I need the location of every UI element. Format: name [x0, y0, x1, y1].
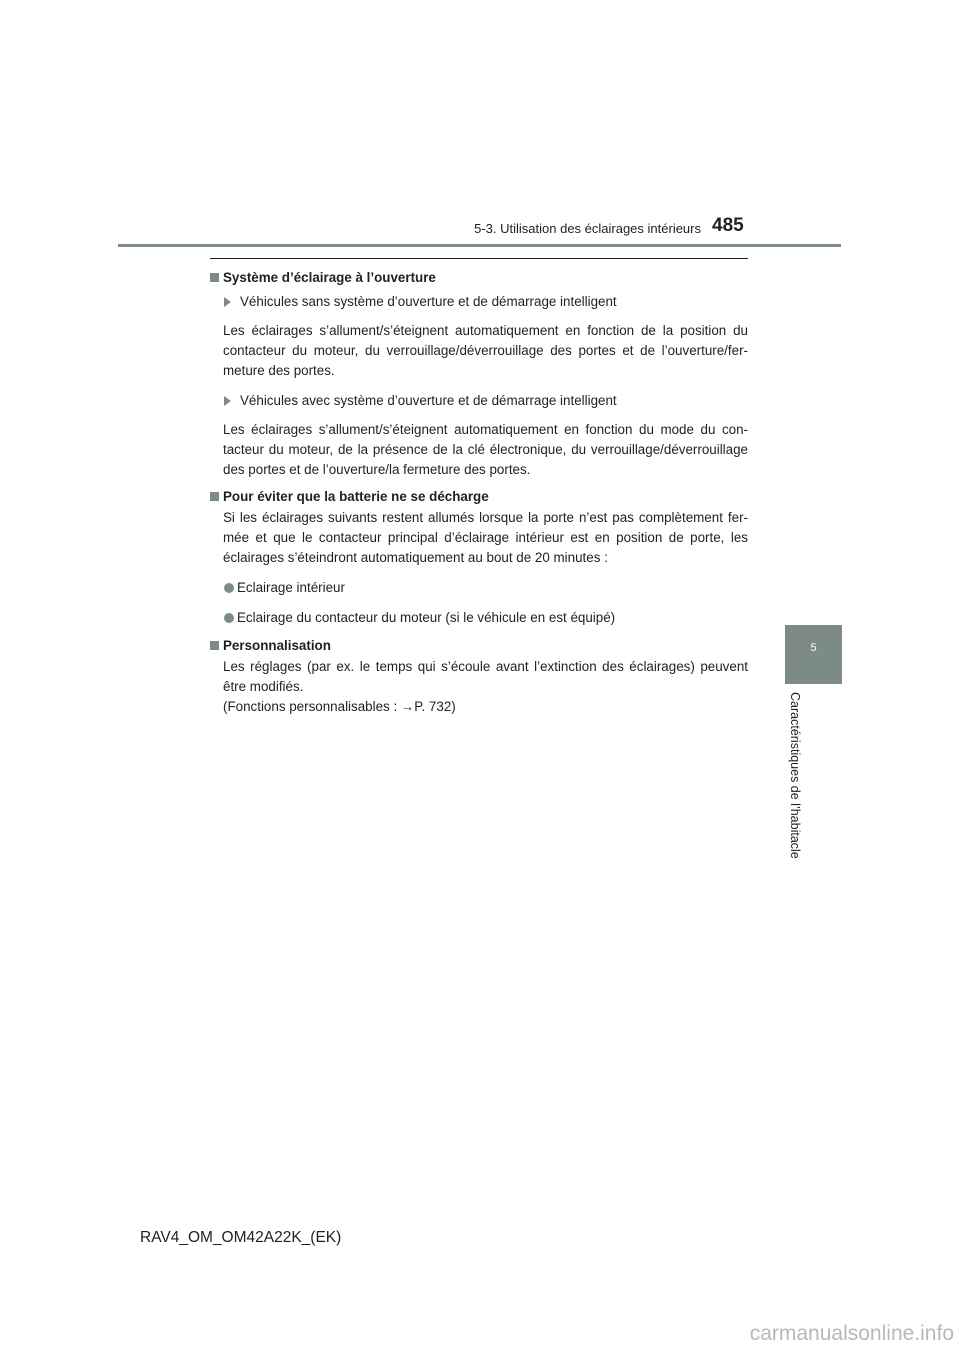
header-divider [118, 244, 841, 247]
triangle-bullet-icon [224, 396, 231, 406]
content-top-rule [210, 258, 748, 259]
list-item [207, 608, 748, 628]
document-code: RAV4_OM_OM42A22K_(EK) [140, 1229, 342, 1246]
square-bullet-icon [210, 273, 219, 282]
sub-item [207, 292, 748, 312]
heading-text: Pour éviter que la batterie ne se décharge [223, 489, 489, 504]
cross-reference: (Fonctions personnalisables : →P. 732) [223, 699, 456, 714]
section-title: 5-3. Utilisation des éclairages intérieurs [474, 221, 701, 236]
page-number: 485 [712, 215, 744, 236]
section-heading [207, 487, 748, 507]
list-item-text: Eclairage du contacteur du moteur (si le véhicule en est équipé) [237, 610, 616, 625]
chapter-tab [785, 625, 842, 684]
sub-item-label: Véhicules avec système d’ouverture et de démarrage intelligent [240, 393, 617, 408]
circle-bullet-icon [224, 583, 234, 593]
triangle-bullet-icon [224, 297, 231, 307]
chapter-label: Caractéristiques de l’habitacle [788, 692, 802, 859]
list-item [207, 578, 748, 598]
sub-item [207, 391, 748, 411]
watermark: carmanualsonline.info [749, 1322, 954, 1345]
paragraph: Les éclairages s’allument/s’éteignent automatiquement en fonction du mode du con-tacteur du moteur, de la présence de la clé électronique, du verrouillage/déverrouillage des portes et de l’ouverture/la fermeture des portes. [223, 422, 748, 477]
sub-item-label: Véhicules sans système d’ouverture et de démarrage intelligent [240, 294, 617, 309]
list-item-text: Eclairage intérieur [237, 580, 345, 595]
paragraph: Les éclairages s’allument/s’éteignent automatiquement en fonction de la position du contacteur du moteur, du verrouillage/déverrouillage des portes et de l’ouverture/fer-meture des portes. [223, 323, 748, 378]
section-heading [207, 268, 748, 288]
circle-bullet-icon [224, 613, 234, 623]
square-bullet-icon [210, 641, 219, 650]
square-bullet-icon [210, 492, 219, 501]
page-content [207, 258, 748, 717]
heading-text: Personnalisation [223, 638, 331, 653]
heading-text: Système d’éclairage à l’ouverture [223, 270, 436, 285]
chapter-number: 5 [810, 642, 817, 654]
paragraph: Si les éclairages suivants restent allumés lorsque la porte n’est pas complètement fer-mée et que le contacteur principal d’éclairage intérieur est en position de porte, les éclairages s’éteindront automatiquement au bout de 20 minutes : [223, 510, 748, 565]
section-heading [207, 636, 748, 656]
paragraph: Les réglages (par ex. le temps qui s’écoule avant l’extinction des éclairages) peuvent être modifiés. [223, 659, 748, 694]
